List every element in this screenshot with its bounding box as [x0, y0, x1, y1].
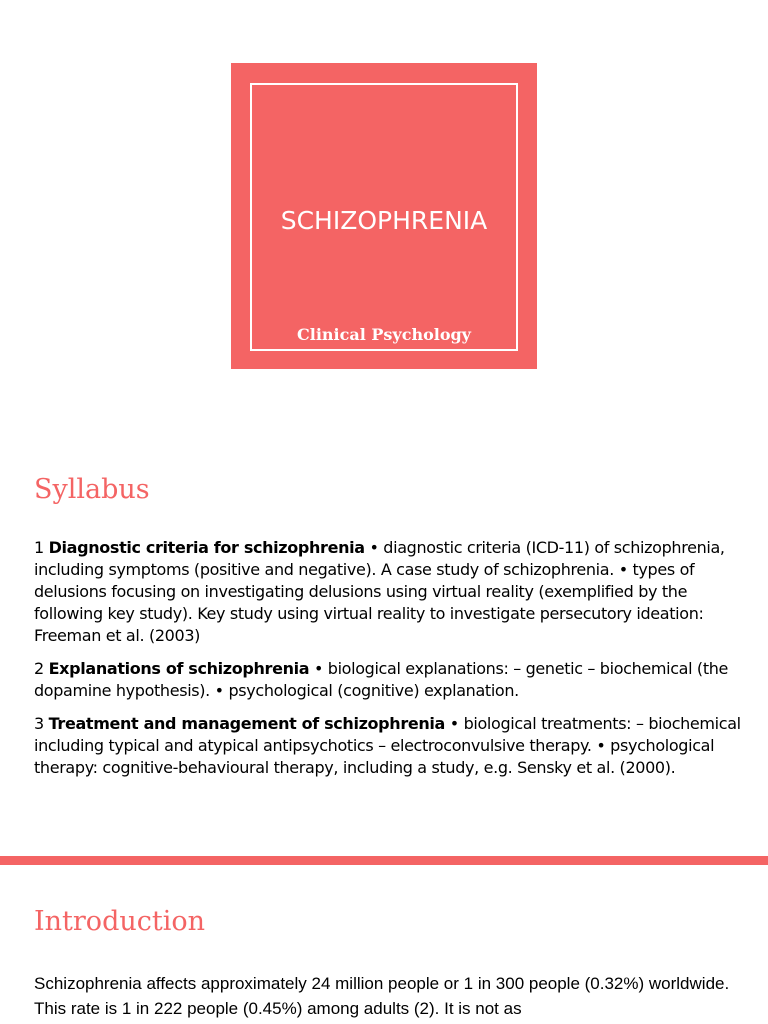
- syllabus-item-body: • biological treatments: – biochemical including typical and atypical antipsychotics – electroconvulsive therapy. • psychological therapy: cognitive-behavioural therapy, including a study, e.g. Sensky et al. (2000).: [34, 714, 741, 777]
- section-divider: [0, 856, 768, 865]
- syllabus-item: [34, 713, 742, 779]
- syllabus-item: [34, 537, 742, 647]
- syllabus-item-number: 3: [34, 714, 44, 733]
- syllabus-item-title: Treatment and management of schizophrenia: [48, 714, 445, 733]
- syllabus-item-body: • biological explanations: – genetic – biochemical (the dopamine hypothesis). • psychological (cognitive) explanation.: [34, 659, 729, 700]
- syllabus-item-number: 2: [34, 659, 44, 678]
- syllabus-item-title: Diagnostic criteria for schizophrenia: [48, 538, 365, 557]
- syllabus-item-title: Explanations of schizophrenia: [48, 659, 310, 678]
- cover-subtitle: Clinical Psychology: [297, 325, 471, 344]
- syllabus-heading: Syllabus: [34, 474, 150, 505]
- syllabus-item-number: 1: [34, 538, 44, 557]
- syllabus-list: [34, 537, 742, 790]
- syllabus-item-body: • diagnostic criteria (ICD-11) of schizophrenia, including symptoms (positive and negative). A case study of schizophrenia. • types of delusions focusing on investigating delusions using virtual reality (exemplified by the following key study). Key study using virtual reality to investigate persecutory ideation: Freeman et al. (2003): [34, 538, 725, 645]
- cover-title: SCHIZOPHRENIA: [280, 206, 488, 235]
- cover-frame: [250, 83, 518, 351]
- syllabus-item: [34, 658, 742, 702]
- cover-block: [231, 63, 537, 369]
- introduction-heading: Introduction: [34, 906, 205, 937]
- introduction-text: Schizophrenia affects approximately 24 million people or 1 in 300 people (0.32%) worldwide. This rate is 1 in 222 people (0.45%) among adults (2). It is not as: [34, 974, 730, 1018]
